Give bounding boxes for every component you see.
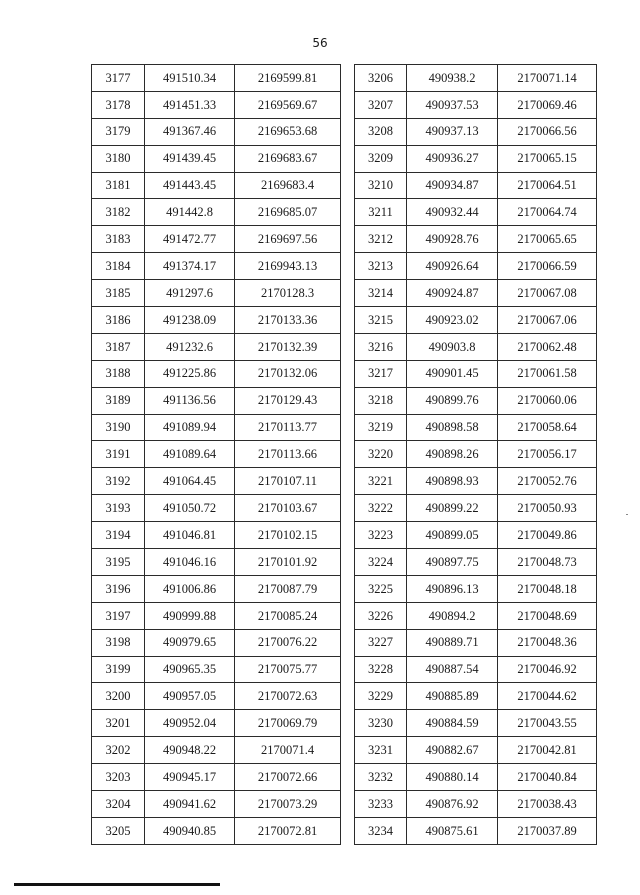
point-number-cell: 3222 [355, 495, 407, 522]
y-coordinate-cell: 2170056.17 [498, 441, 597, 468]
table-row [92, 656, 341, 683]
point-number-cell: 3187 [92, 333, 145, 360]
y-coordinate-cell: 2170132.39 [235, 333, 341, 360]
x-coordinate-cell: 490979.65 [145, 629, 235, 656]
table-row [92, 91, 341, 118]
point-number-cell: 3202 [92, 737, 145, 764]
point-number-cell: 3191 [92, 441, 145, 468]
x-coordinate-cell: 491510.34 [145, 65, 235, 92]
point-number-cell: 3224 [355, 549, 407, 576]
table-row [355, 65, 597, 92]
y-coordinate-cell: 2169599.81 [235, 65, 341, 92]
table-row [355, 333, 597, 360]
y-coordinate-cell: 2170101.92 [235, 549, 341, 576]
table-row [92, 199, 341, 226]
point-number-cell: 3193 [92, 495, 145, 522]
x-coordinate-cell: 490924.87 [407, 280, 498, 307]
table-row [92, 602, 341, 629]
x-coordinate-cell: 491443.45 [145, 172, 235, 199]
point-number-cell: 3189 [92, 387, 145, 414]
table-row [355, 710, 597, 737]
table-row [355, 360, 597, 387]
y-coordinate-cell: 2170113.66 [235, 441, 341, 468]
y-coordinate-cell: 2169569.67 [235, 91, 341, 118]
table-row [355, 172, 597, 199]
table-row [355, 118, 597, 145]
table-row [92, 791, 341, 818]
table-row [92, 333, 341, 360]
table-row [355, 629, 597, 656]
y-coordinate-cell: 2170085.24 [235, 602, 341, 629]
point-number-cell: 3223 [355, 522, 407, 549]
table-row [92, 737, 341, 764]
y-coordinate-cell: 2170128.3 [235, 280, 341, 307]
x-coordinate-cell: 490903.8 [407, 333, 498, 360]
table-row [355, 91, 597, 118]
x-coordinate-cell: 490887.54 [407, 656, 498, 683]
page-number: 56 [312, 36, 328, 50]
point-number-cell: 3225 [355, 575, 407, 602]
x-coordinate-cell: 491046.16 [145, 549, 235, 576]
x-coordinate-cell: 490889.71 [407, 629, 498, 656]
y-coordinate-cell: 2170073.29 [235, 791, 341, 818]
x-coordinate-cell: 490875.61 [407, 817, 498, 844]
y-coordinate-cell: 2170076.22 [235, 629, 341, 656]
table-row [355, 307, 597, 334]
y-coordinate-cell: 2170069.46 [498, 91, 597, 118]
point-number-cell: 3200 [92, 683, 145, 710]
point-number-cell: 3231 [355, 737, 407, 764]
point-number-cell: 3201 [92, 710, 145, 737]
point-number-cell: 3218 [355, 387, 407, 414]
point-number-cell: 3188 [92, 360, 145, 387]
x-coordinate-cell: 490952.04 [145, 710, 235, 737]
table-row [92, 118, 341, 145]
point-number-cell: 3230 [355, 710, 407, 737]
x-coordinate-cell: 491050.72 [145, 495, 235, 522]
y-coordinate-cell: 2170064.74 [498, 199, 597, 226]
x-coordinate-cell: 490882.67 [407, 737, 498, 764]
point-number-cell: 3233 [355, 791, 407, 818]
point-number-cell: 3178 [92, 91, 145, 118]
table-row [92, 495, 341, 522]
point-number-cell: 3186 [92, 307, 145, 334]
point-number-cell: 3209 [355, 145, 407, 172]
x-coordinate-cell: 490928.76 [407, 226, 498, 253]
table-row [92, 280, 341, 307]
y-coordinate-cell: 2169653.68 [235, 118, 341, 145]
table-row [92, 549, 341, 576]
y-coordinate-cell: 2170072.63 [235, 683, 341, 710]
y-coordinate-cell: 2170065.65 [498, 226, 597, 253]
table-row [355, 226, 597, 253]
y-coordinate-cell: 2170058.64 [498, 414, 597, 441]
y-coordinate-cell: 2170102.15 [235, 522, 341, 549]
point-number-cell: 3228 [355, 656, 407, 683]
y-coordinate-cell: 2170132.06 [235, 360, 341, 387]
x-coordinate-cell: 490899.05 [407, 522, 498, 549]
x-coordinate-cell: 491225.86 [145, 360, 235, 387]
point-number-cell: 3212 [355, 226, 407, 253]
table-row [355, 791, 597, 818]
y-coordinate-cell: 2170067.06 [498, 307, 597, 334]
table-row [355, 199, 597, 226]
point-number-cell: 3183 [92, 226, 145, 253]
y-coordinate-cell: 2170075.77 [235, 656, 341, 683]
point-number-cell: 3203 [92, 764, 145, 791]
y-coordinate-cell: 2170048.36 [498, 629, 597, 656]
x-coordinate-cell: 490937.53 [407, 91, 498, 118]
point-number-cell: 3217 [355, 360, 407, 387]
point-number-cell: 3206 [355, 65, 407, 92]
point-number-cell: 3219 [355, 414, 407, 441]
table-row [92, 710, 341, 737]
x-coordinate-cell: 490899.22 [407, 495, 498, 522]
table-row [355, 549, 597, 576]
x-coordinate-cell: 491232.6 [145, 333, 235, 360]
x-coordinate-cell: 490876.92 [407, 791, 498, 818]
y-coordinate-cell: 2170067.08 [498, 280, 597, 307]
table-row [92, 468, 341, 495]
y-coordinate-cell: 2170107.11 [235, 468, 341, 495]
point-number-cell: 3216 [355, 333, 407, 360]
point-number-cell: 3198 [92, 629, 145, 656]
point-number-cell: 3179 [92, 118, 145, 145]
table-row [92, 145, 341, 172]
y-coordinate-cell: 2170042.81 [498, 737, 597, 764]
y-coordinate-cell: 2170062.48 [498, 333, 597, 360]
point-number-cell: 3184 [92, 253, 145, 280]
x-coordinate-cell: 490885.89 [407, 683, 498, 710]
x-coordinate-cell: 491442.8 [145, 199, 235, 226]
point-number-cell: 3182 [92, 199, 145, 226]
table-row [92, 817, 341, 844]
y-coordinate-cell: 2169683.4 [235, 172, 341, 199]
table-row [92, 629, 341, 656]
table-row [92, 414, 341, 441]
x-coordinate-cell: 490934.87 [407, 172, 498, 199]
y-coordinate-cell: 2170133.36 [235, 307, 341, 334]
y-coordinate-cell: 2169943.13 [235, 253, 341, 280]
x-coordinate-cell: 491089.94 [145, 414, 235, 441]
table-row [355, 817, 597, 844]
table-row [92, 226, 341, 253]
point-number-cell: 3197 [92, 602, 145, 629]
point-number-cell: 3210 [355, 172, 407, 199]
x-coordinate-cell: 490894.2 [407, 602, 498, 629]
point-number-cell: 3221 [355, 468, 407, 495]
point-number-cell: 3214 [355, 280, 407, 307]
x-coordinate-cell: 491439.45 [145, 145, 235, 172]
y-coordinate-cell: 2170064.51 [498, 172, 597, 199]
y-coordinate-cell: 2170060.06 [498, 387, 597, 414]
table-row [92, 253, 341, 280]
y-coordinate-cell: 2170071.4 [235, 737, 341, 764]
table-row [92, 575, 341, 602]
y-coordinate-cell: 2170043.55 [498, 710, 597, 737]
x-coordinate-cell: 490948.22 [145, 737, 235, 764]
point-number-cell: 3229 [355, 683, 407, 710]
point-number-cell: 3211 [355, 199, 407, 226]
point-number-cell: 3220 [355, 441, 407, 468]
y-coordinate-cell: 2170049.86 [498, 522, 597, 549]
x-coordinate-cell: 490898.26 [407, 441, 498, 468]
table-row [355, 495, 597, 522]
table-row [355, 145, 597, 172]
footer-rule [14, 883, 220, 886]
point-number-cell: 3196 [92, 575, 145, 602]
x-coordinate-cell: 490901.45 [407, 360, 498, 387]
point-number-cell: 3192 [92, 468, 145, 495]
x-coordinate-cell: 491472.77 [145, 226, 235, 253]
x-coordinate-cell: 491297.6 [145, 280, 235, 307]
x-coordinate-cell: 490884.59 [407, 710, 498, 737]
table-row [92, 764, 341, 791]
x-coordinate-cell: 490940.85 [145, 817, 235, 844]
x-coordinate-cell: 490898.58 [407, 414, 498, 441]
point-number-cell: 3234 [355, 817, 407, 844]
table-row [355, 414, 597, 441]
point-number-cell: 3177 [92, 65, 145, 92]
table-row [355, 387, 597, 414]
table-row [92, 522, 341, 549]
point-number-cell: 3199 [92, 656, 145, 683]
y-coordinate-cell: 2170087.79 [235, 575, 341, 602]
point-number-cell: 3205 [92, 817, 145, 844]
table-row [355, 737, 597, 764]
point-number-cell: 3195 [92, 549, 145, 576]
table-row [355, 441, 597, 468]
x-coordinate-cell: 490897.75 [407, 549, 498, 576]
y-coordinate-cell: 2170113.77 [235, 414, 341, 441]
coordinates-table-left [91, 64, 341, 845]
coordinates-table-right [354, 64, 597, 845]
y-coordinate-cell: 2170048.69 [498, 602, 597, 629]
point-number-cell: 3227 [355, 629, 407, 656]
x-coordinate-cell: 491046.81 [145, 522, 235, 549]
y-coordinate-cell: 2170071.14 [498, 65, 597, 92]
table-row [355, 575, 597, 602]
x-coordinate-cell: 491367.46 [145, 118, 235, 145]
x-coordinate-cell: 490937.13 [407, 118, 498, 145]
y-coordinate-cell: 2170129.43 [235, 387, 341, 414]
x-coordinate-cell: 490932.44 [407, 199, 498, 226]
y-coordinate-cell: 2169685.07 [235, 199, 341, 226]
x-coordinate-cell: 490880.14 [407, 764, 498, 791]
x-coordinate-cell: 491089.64 [145, 441, 235, 468]
table-row [355, 468, 597, 495]
y-coordinate-cell: 2170048.18 [498, 575, 597, 602]
scan-speck [626, 514, 628, 515]
table-row [355, 522, 597, 549]
x-coordinate-cell: 490926.64 [407, 253, 498, 280]
point-number-cell: 3232 [355, 764, 407, 791]
x-coordinate-cell: 491451.33 [145, 91, 235, 118]
x-coordinate-cell: 490899.76 [407, 387, 498, 414]
point-number-cell: 3194 [92, 522, 145, 549]
y-coordinate-cell: 2170038.43 [498, 791, 597, 818]
x-coordinate-cell: 491374.17 [145, 253, 235, 280]
y-coordinate-cell: 2170050.93 [498, 495, 597, 522]
y-coordinate-cell: 2170046.92 [498, 656, 597, 683]
y-coordinate-cell: 2170072.81 [235, 817, 341, 844]
x-coordinate-cell: 490923.02 [407, 307, 498, 334]
y-coordinate-cell: 2170069.79 [235, 710, 341, 737]
x-coordinate-cell: 491238.09 [145, 307, 235, 334]
x-coordinate-cell: 490936.27 [407, 145, 498, 172]
x-coordinate-cell: 490965.35 [145, 656, 235, 683]
point-number-cell: 3226 [355, 602, 407, 629]
y-coordinate-cell: 2170044.62 [498, 683, 597, 710]
x-coordinate-cell: 490938.2 [407, 65, 498, 92]
x-coordinate-cell: 490898.93 [407, 468, 498, 495]
x-coordinate-cell: 490957.05 [145, 683, 235, 710]
table-row [355, 280, 597, 307]
point-number-cell: 3180 [92, 145, 145, 172]
table-row [92, 65, 341, 92]
table-row [92, 387, 341, 414]
x-coordinate-cell: 490999.88 [145, 602, 235, 629]
y-coordinate-cell: 2170103.67 [235, 495, 341, 522]
table-row [92, 441, 341, 468]
point-number-cell: 3215 [355, 307, 407, 334]
table-row [355, 656, 597, 683]
y-coordinate-cell: 2170065.15 [498, 145, 597, 172]
x-coordinate-cell: 491064.45 [145, 468, 235, 495]
table-row [92, 360, 341, 387]
point-number-cell: 3204 [92, 791, 145, 818]
table-row [92, 307, 341, 334]
y-coordinate-cell: 2170061.58 [498, 360, 597, 387]
y-coordinate-cell: 2170048.73 [498, 549, 597, 576]
point-number-cell: 3181 [92, 172, 145, 199]
point-number-cell: 3207 [355, 91, 407, 118]
x-coordinate-cell: 491136.56 [145, 387, 235, 414]
x-coordinate-cell: 490941.62 [145, 791, 235, 818]
table-row [92, 683, 341, 710]
table-row [355, 683, 597, 710]
y-coordinate-cell: 2170037.89 [498, 817, 597, 844]
y-coordinate-cell: 2169683.67 [235, 145, 341, 172]
y-coordinate-cell: 2170040.84 [498, 764, 597, 791]
table-row [355, 253, 597, 280]
y-coordinate-cell: 2170052.76 [498, 468, 597, 495]
point-number-cell: 3185 [92, 280, 145, 307]
y-coordinate-cell: 2170066.56 [498, 118, 597, 145]
y-coordinate-cell: 2169697.56 [235, 226, 341, 253]
point-number-cell: 3208 [355, 118, 407, 145]
y-coordinate-cell: 2170066.59 [498, 253, 597, 280]
table-row [355, 764, 597, 791]
x-coordinate-cell: 490945.17 [145, 764, 235, 791]
table-row [92, 172, 341, 199]
table-row [355, 602, 597, 629]
point-number-cell: 3213 [355, 253, 407, 280]
point-number-cell: 3190 [92, 414, 145, 441]
x-coordinate-cell: 490896.13 [407, 575, 498, 602]
y-coordinate-cell: 2170072.66 [235, 764, 341, 791]
x-coordinate-cell: 491006.86 [145, 575, 235, 602]
